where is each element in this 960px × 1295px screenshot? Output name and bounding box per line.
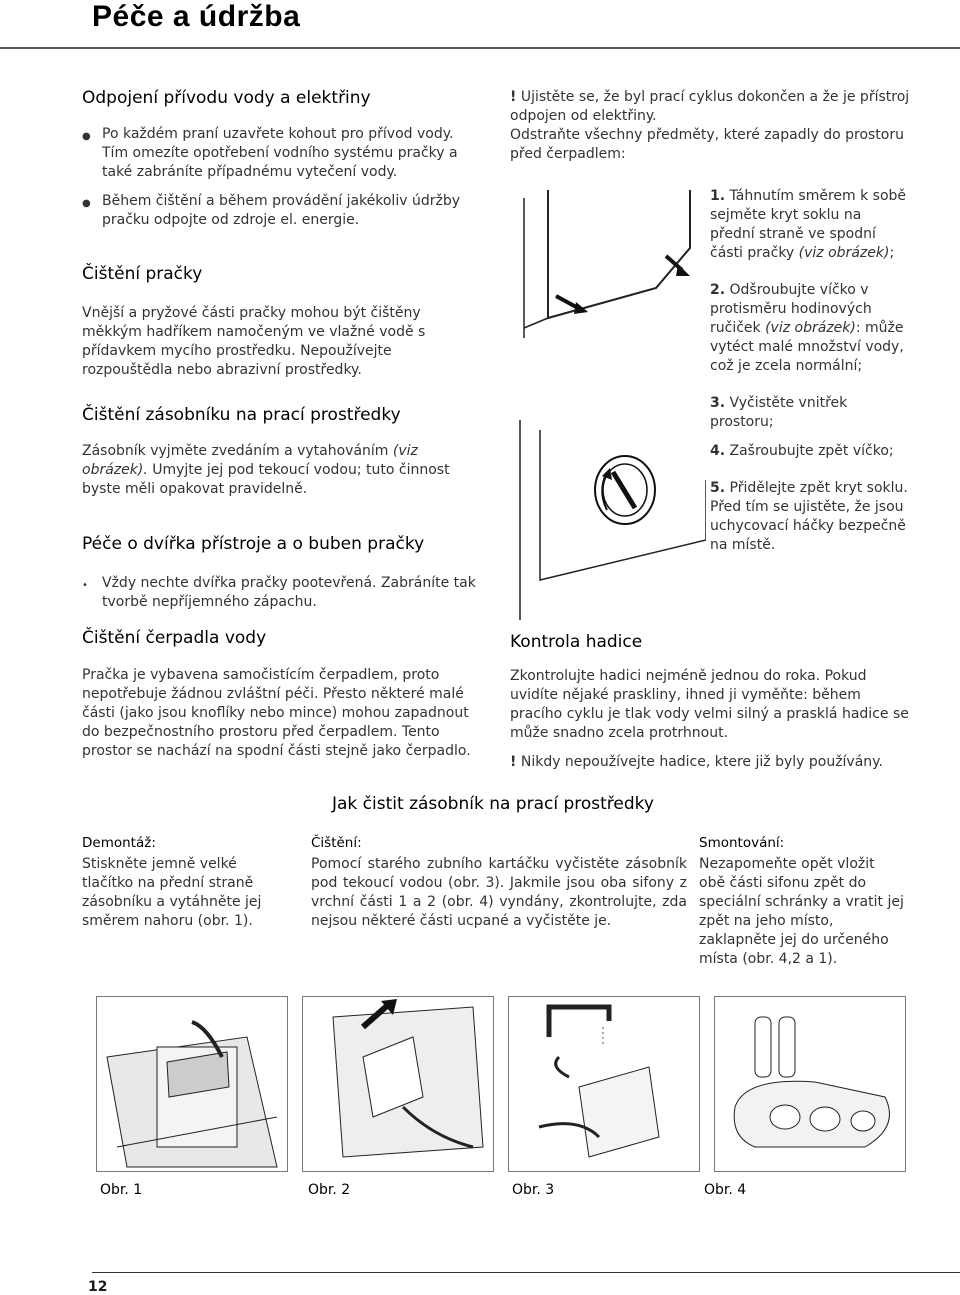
footer-divider [92,1272,960,1273]
siphon-parts-image [715,997,905,1171]
bullet-text: Vždy nechte dvířka pračky pootevřená. Zabráníte tak tvorbě nepříjemného zápachu. [102,575,476,610]
column-removal [82,834,288,931]
step-tail: : může vytéct malé množství vody, což je zcela normální; [710,320,904,374]
warning-icon: ! [510,89,517,105]
column-text: Pomocí starého zubního kartáčku vyčistěte zásobník pod tekoucí vodou (obr. 3). Jakmile jsou oba sifony z vrchní části 1 a 2 (obr. 4) vyndány, zkontrolujte, zda nejsou některé části ucpané a vyčistěte je. [311,856,687,929]
heading-door-drum: Péče o dvířka přístroje a o buben pračky [82,534,425,554]
figure-3 [508,996,700,1172]
column-heading: Smontování: [699,835,785,851]
step-italic: (viz obrázek) [798,245,890,261]
text-italic: (viz obrázek). [82,443,418,478]
step-text: Zašroubujte zpět víčko; [729,443,894,459]
bullet-icon: • [82,580,88,591]
dispenser-pull-image [303,997,493,1171]
paragraph: Zkontrolujte hadici nejméně jednou do roka. Pokud uvidíte nějaké praskliny, ihned ji vyměňte: během pracího cyklu je tlak vody velmi silný a prasklá hadice se může snadno zcela protrhnout. [510,668,909,741]
heading-cleaning-machine: Čištění pračky [82,264,203,284]
step-text: Táhnutím směrem k sobě sejměte kryt soklu na přední straně ve spodní části pračky [710,188,907,261]
hose-warning [510,753,910,772]
figure-4 [714,996,906,1172]
text: Umyjte jej pod tekoucí vodou; tuto činnost byste měli opakovat pravidelně. [82,462,450,497]
warning-icon: ! [510,754,517,770]
paragraph: Pračka je vybavena samočistícím čerpadlem, proto nepotřebuje žádnou zvláštní péči. Přesto některé malé části (jako jsou knoflíky nebo mince) mohou zapadnout do bezpečnostního prostoru před čerpadlem. Tento prostor se nachází na spodní části stejně jako čerpadlo. [82,667,471,759]
warning-text: Ujistěte se, že byl prací cyklus dokončen a že je přístroj odpojen od elektřiny. [510,89,910,124]
step-item [710,394,910,432]
step-number: 5. [710,480,726,496]
figure-caption: Obr. 4 [704,1182,747,1198]
step-tail: ; [889,245,895,261]
figure-2 [302,996,494,1172]
heading-dispenser-cleaning: Jak čistit zásobník na prací prostředky [332,794,654,814]
step-item [710,281,910,376]
column-heading: Čištění: [311,835,362,851]
remove-instructions: Odstraňte všechny předměty, které zapadly do prostoru před čerpadlem: [510,127,904,162]
step-item [710,187,910,263]
pump-cap-illustration [510,400,706,640]
text: Zásobník vyjměte zvedáním a vytahováním [82,443,389,459]
bullet-item [82,192,482,230]
bullet-text: Po každém praní uzavřete kohout pro přívod vody. Tím omezíte opotřebení vodního systému pračky a také zabráníte případnému vytečení vody. [102,126,458,180]
section-cleaning-machine [82,264,482,380]
bullet-item [82,125,482,182]
step-text: Přidělejte zpět kryt soklu. Před tím se ujistěte, že jsou uchycovací háčky bezpečně na místě. [710,480,908,553]
page-number: 12 [88,1279,108,1295]
step-italic: (viz obrázek) [765,320,856,336]
column-text: Nezapomeňte opět vložit obě části sifonu zpět do speciální schránky a vratit jej zpět na jeho místo, zaklapněte jej do určeného místa (obr. 4,2 a 1). [699,856,904,967]
plinth-illustration [516,178,712,338]
column-cleaning [311,834,687,931]
heading-pump: Čištění čerpadla vody [82,628,267,648]
title-divider [0,47,960,49]
column-heading: Demontáž: [82,835,156,851]
step-item [710,442,910,461]
heading-disconnect: Odpojení přívodu vody a elektřiny [82,88,371,108]
page-title: Péče a údržba [92,0,301,33]
bullet-item [82,574,482,612]
warning-text: Nikdy nepoužívejte hadice, ktere již byly používány. [520,754,883,770]
section-pump [82,628,482,761]
step-number: 2. [710,282,726,298]
step-text: Odšroubujte víčko v protisměru hodinových ručiček [710,282,872,336]
paragraph [82,442,482,499]
figure-caption: Obr. 2 [308,1182,351,1198]
bullet-text: Během čištění a během provádění jakékoliv údržby pračku odpojte od zdroje el. energie. [102,193,460,228]
bullet-icon: ● [82,198,91,209]
step-number: 4. [710,443,726,459]
step-item [710,479,910,555]
bullet-icon: ● [82,131,91,142]
column-text: Stiskněte jemně velké tlačítko na přední straně zásobníku a vytáhněte jej směrem nahoru (obr. 1). [82,856,262,929]
heading-hose: Kontrola hadice [510,632,643,652]
steps-list [710,187,910,555]
section-door-drum [82,534,482,612]
step-text: Vyčistěte vnitřek prostoru; [710,395,848,430]
section-disconnect [82,88,482,230]
step-number: 1. [710,188,726,204]
step-number: 3. [710,395,726,411]
dispenser-removal-image [97,997,287,1171]
pump-warning [510,88,910,126]
paragraph: Vnější a pryžové části pračky mohou být čištěny měkkým hadříkem namočeným ve vlažné vodě s přídavkem mycího prostředku. Nepoužívejte rozpouštědla nebo abrazivní prostředky. [82,305,426,378]
dispenser-rinse-image [509,997,699,1171]
section-hose [510,632,910,772]
column-reassembly [699,834,904,969]
figure-caption: Obr. 1 [100,1182,143,1198]
heading-cleaning-dispenser: Čištění zásobníku na prací prostředky [82,405,401,425]
section-cleaning-dispenser [82,405,482,499]
figure-1 [96,996,288,1172]
figure-caption: Obr. 3 [512,1182,555,1198]
